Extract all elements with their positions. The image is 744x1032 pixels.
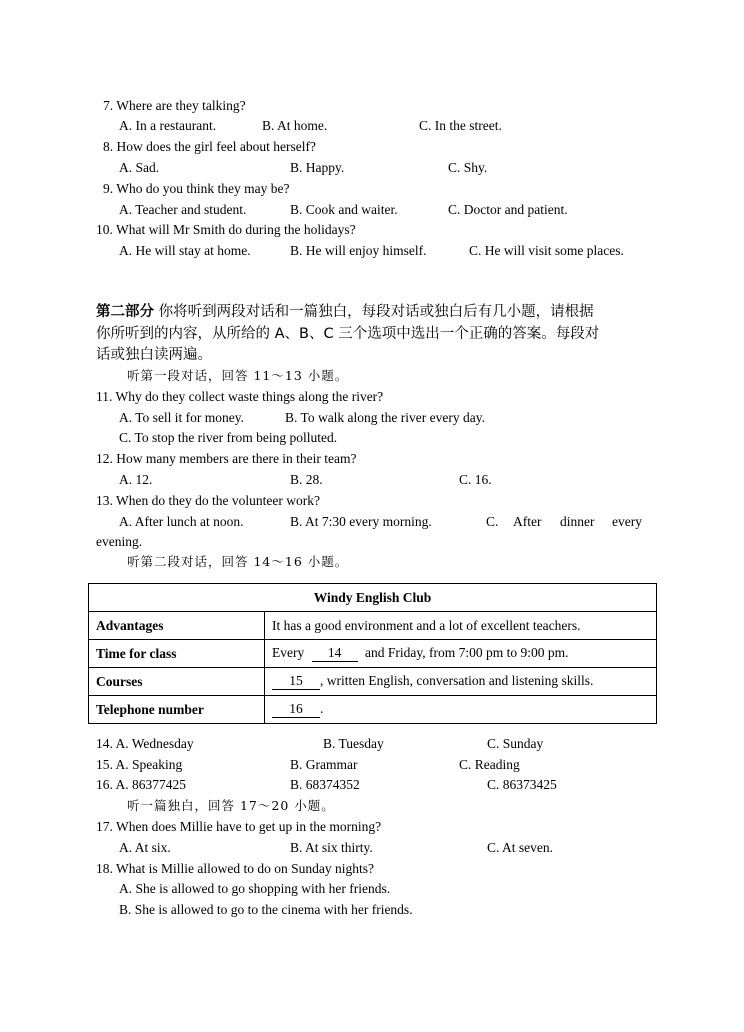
listening-instruction-3: 听一篇独白，回答 17～20 小题。 [127, 798, 335, 813]
q12-option-c: C. 16. [459, 472, 492, 487]
question-7: 7. Where are they talking? [103, 98, 246, 113]
q10-option-c: C. He will visit some places. [469, 243, 624, 258]
row-label-advantages: Advantages [89, 612, 265, 640]
row-value-advantages: It has a good environment and a lot of excellent teachers. [265, 612, 657, 640]
q11-option-c: C. To stop the river from being polluted. [119, 430, 338, 445]
q13-option-c-word1: After [513, 514, 542, 529]
q18-option-b: B. She is allowed to go to the cinema with her friends. [119, 902, 413, 917]
q13-option-c-word3: every [612, 514, 642, 529]
row-value-courses: 15 , written English, conversation and listening skills. [265, 668, 657, 696]
q17-option-b: B. At six thirty. [290, 840, 373, 855]
blank-14: 14 [312, 645, 358, 662]
q7-option-c: C. In the street. [419, 118, 502, 133]
q14-option-b: B. Tuesday [323, 736, 384, 751]
q7-option-a: A. In a restaurant. [119, 118, 217, 133]
q13-option-b: B. At 7:30 every morning. [290, 514, 432, 529]
question-18: 18. What is Millie allowed to do on Sunday nights? [96, 861, 374, 876]
part2-intro-line3: 话或独白读两遍。 [96, 347, 212, 363]
blank-16: 16 [272, 701, 320, 718]
q13-option-c-cont: evening. [96, 534, 143, 549]
q11-option-b: B. To walk along the river every day. [285, 410, 485, 425]
q12-option-a: A. 12. [119, 472, 153, 487]
q11-option-a: A. To sell it for money. [119, 410, 245, 425]
q9-option-b: B. Cook and waiter. [290, 202, 398, 217]
q9-option-c: C. Doctor and patient. [448, 202, 568, 217]
q7-option-b: B. At home. [262, 118, 328, 133]
question-17: 17. When does Millie have to get up in the morning? [96, 819, 382, 834]
question-9: 9. Who do you think they may be? [103, 181, 290, 196]
club-table [88, 583, 657, 724]
table-row [89, 612, 657, 640]
listening-instruction-2: 听第二段对话，回答 14～16 小题。 [127, 554, 349, 569]
blank-15: 15 [272, 673, 320, 690]
q13-option-c-label: C. [486, 514, 499, 529]
question-10: 10. What will Mr Smith do during the holidays? [96, 222, 356, 237]
q16-option-c: C. 86373425 [487, 777, 557, 792]
question-8: 8. How does the girl feel about herself? [103, 139, 316, 154]
row-label-courses: Courses [89, 668, 265, 696]
q17-option-a: A. At six. [119, 840, 171, 855]
q8-option-c: C. Shy. [448, 160, 488, 175]
question-14: 14. A. Wednesday [96, 736, 194, 751]
part2-heading: 第二部分 [96, 304, 154, 320]
q16-option-b: B. 68374352 [290, 777, 360, 792]
q8-option-b: B. Happy. [290, 160, 345, 175]
q13-option-a: A. After lunch at noon. [119, 514, 244, 529]
table-row [89, 668, 657, 696]
q15-option-b: B. Grammar [290, 757, 358, 772]
table-title: Windy English Club [89, 584, 657, 612]
table-row [89, 696, 657, 724]
q18-option-a: A. She is allowed to go shopping with her friends. [119, 881, 391, 896]
q17-option-c: C. At seven. [487, 840, 553, 855]
q15-option-c: C. Reading [459, 757, 520, 772]
row-value-time: Every 14 and Friday, from 7:00 pm to 9:00 pm. [265, 640, 657, 668]
q12-option-b: B. 28. [290, 472, 323, 487]
q9-option-a: A. Teacher and student. [119, 202, 247, 217]
row-label-time: Time for class [89, 640, 265, 668]
row-value-telephone: 16 . [265, 696, 657, 724]
question-15: 15. A. Speaking [96, 757, 183, 772]
row-label-telephone: Telephone number [89, 696, 265, 724]
q10-option-b: B. He will enjoy himself. [290, 243, 427, 258]
question-12: 12. How many members are there in their team? [96, 451, 357, 466]
table-row [89, 640, 657, 668]
question-13: 13. When do they do the volunteer work? [96, 493, 320, 508]
part2-intro-line1: 第二部分 你将听到两段对话和一篇独白，每段对话或独白后有几小题，请根据 [96, 304, 594, 320]
part2-intro-line2: 你所听到的内容，从所给的 A、B、C 三个选项中选出一个正确的答案。每段对 [96, 326, 600, 342]
listening-instruction-1: 听第一段对话，回答 11～13 小题。 [127, 368, 349, 383]
q8-option-a: A. Sad. [119, 160, 160, 175]
question-11: 11. Why do they collect waste things along the river? [96, 389, 384, 404]
q14-option-c: C. Sunday [487, 736, 544, 751]
q10-option-a: A. He will stay at home. [119, 243, 251, 258]
question-16: 16. A. 86377425 [96, 777, 187, 792]
q13-option-c-word2: dinner [560, 514, 595, 529]
